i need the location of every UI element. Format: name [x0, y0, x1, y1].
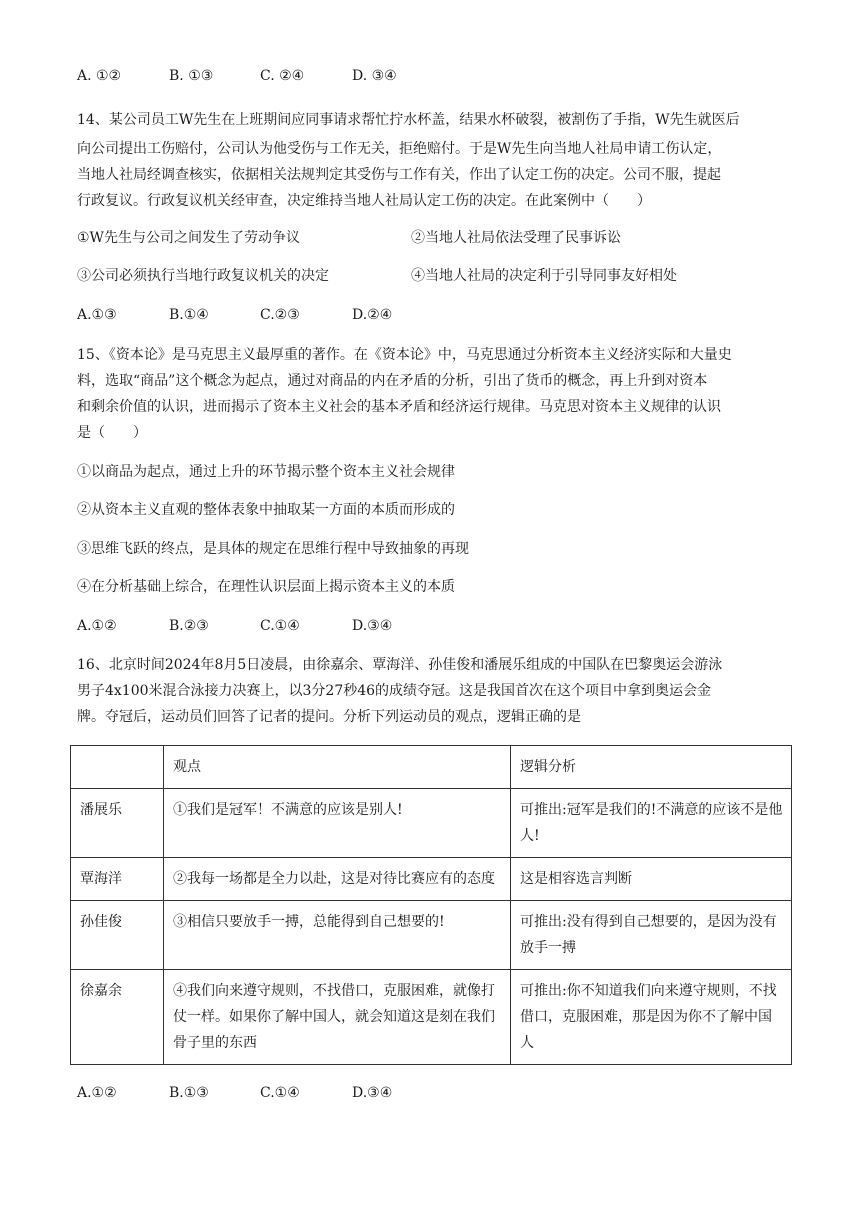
- table-header-row: [71, 746, 792, 789]
- q14-statement-3: ③公司必须执行当地行政复议机关的决定: [77, 268, 329, 284]
- logic-analysis: 可推出:你不知道我们向来遵守规则，不找借口，克服困难，那是因为你不了解中国人: [511, 970, 792, 1065]
- q14-stem-line-3: 当地人社局经调查核实，依据相关法规判定其受伤与工作有关，作出了认定工伤的决定。公司不服，提起: [77, 167, 721, 183]
- athlete-name: 潘展乐: [71, 789, 164, 858]
- table-row: [71, 970, 792, 1065]
- athlete-name: 覃海洋: [71, 858, 164, 901]
- table-row: [71, 901, 792, 970]
- q15-statement-3: ③思维飞跃的终点，是具体的规定在思维行程中导致抽象的再现: [77, 541, 469, 557]
- q16-option-a: A.①②: [77, 1085, 117, 1101]
- q14-stem-line-2: 向公司提出工伤赔付，公司认为他受伤与工作无关，拒绝赔付。于是W先生向当地人社局申请工伤认定，: [77, 141, 722, 157]
- q15-stem-line-1: 15、《资本论》是马克思主义最厚重的著作。在《资本论》中，马克思通过分析资本主义经济实际和大量史: [77, 347, 732, 363]
- q13-options: [77, 66, 397, 86]
- q16-stem-line-1: 16、北京时间2024年8月5日凌晨，由徐嘉余、覃海洋、孙佳俊和潘展乐组成的中国队在巴黎奥运会游泳: [77, 657, 723, 673]
- q15-statement-4: ④在分析基础上综合，在理性认识层面上揭示资本主义的本质: [77, 579, 455, 595]
- q14-option-d: D.②④: [352, 307, 393, 323]
- logic-analysis: 可推出:冠军是我们的!不满意的应该不是他人!: [511, 789, 792, 858]
- header-cell-name: [71, 746, 164, 789]
- q16-option-c: C.①④: [260, 1085, 300, 1101]
- q14-statement-4: ④当地人社局的决定利于引导同事友好相处: [411, 268, 677, 284]
- q15-option-d: D.③④: [352, 618, 393, 634]
- table-row: [71, 789, 792, 858]
- q16-option-b: B.①③: [169, 1085, 209, 1101]
- q14-statement-2: ②当地人社局依法受理了民事诉讼: [411, 230, 621, 246]
- q13-option-d: D. ③④: [352, 68, 397, 84]
- q15-option-b: B.②③: [169, 618, 209, 634]
- q13-option-c: C. ②④: [260, 68, 305, 84]
- athlete-viewpoint: ①我们是冠军！不满意的应该是别人!: [164, 789, 511, 858]
- q14-options: [77, 305, 392, 325]
- q16-stem-line-2: 男子4x100米混合泳接力决赛上，以3分27秒46的成绩夺冠。这是我国首次在这个项目中拿到奥运会金: [77, 683, 712, 699]
- logic-analysis: 可推出:没有得到自己想要的，是因为没有放手一搏: [511, 901, 792, 970]
- q16-option-d: D.③④: [352, 1085, 393, 1101]
- q15-option-a: A.①②: [77, 618, 117, 634]
- q14-option-c: C.②③: [260, 307, 300, 323]
- q15-option-c: C.①④: [260, 618, 300, 634]
- athlete-viewpoint: ②我每一场都是全力以赴，这是对待比赛应有的态度: [164, 858, 511, 901]
- q16-logic-table: [70, 745, 792, 1065]
- table-row: [71, 858, 792, 901]
- q13-option-b: B. ①③: [169, 68, 214, 84]
- q15-options: [77, 616, 392, 636]
- q16-stem-line-3: 牌。夺冠后，运动员们回答了记者的提问。分析下列运动员的观点，逻辑正确的是: [77, 709, 581, 725]
- athlete-viewpoint: ③相信只要放手一搏，总能得到自己想要的!: [164, 901, 511, 970]
- q15-statement-2: ②从资本主义直观的整体表象中抽取某一方面的本质而形成的: [77, 502, 455, 518]
- q16-options: [77, 1083, 392, 1103]
- logic-analysis: 这是相容选言判断: [511, 858, 792, 901]
- header-cell-viewpoint: 观点: [164, 746, 511, 789]
- q14-statement-1: ①W先生与公司之间发生了劳动争议: [77, 230, 300, 246]
- athlete-name: 孙佳俊: [71, 901, 164, 970]
- q14-option-a: A.①③: [77, 307, 117, 323]
- q15-stem-line-2: 料，选取“商品”这个概念为起点，通过对商品的内在矛盾的分析，引出了货币的概念，再上升到对资本: [77, 373, 708, 389]
- athlete-name: 徐嘉余: [71, 970, 164, 1065]
- q15-statement-1: ①以商品为起点，通过上升的环节揭示整个资本主义社会规律: [77, 464, 455, 480]
- q13-option-a: A. ①②: [77, 68, 122, 84]
- q14-stem-line-4: 行政复议。行政复议机关经审查，决定维持当地人社局认定工伤的决定。在此案例中（ ）: [77, 193, 651, 209]
- q14-stem-line-1: 14、某公司员工W先生在上班期间应同事请求帮忙拧水杯盖，结果水杯破裂，被割伤了手指，W先生就医后: [77, 112, 740, 128]
- q15-stem-line-3: 和剩余价值的认识，进而揭示了资本主义社会的基本矛盾和经济运行规律。马克思对资本主义规律的认识: [77, 399, 721, 415]
- athlete-viewpoint: ④我们向来遵守规则，不找借口，克服困难，就像打仗一样。如果你了解中国人，就会知道这是刻在我们骨子里的东西: [164, 970, 511, 1065]
- q14-option-b: B.①④: [169, 307, 209, 323]
- header-cell-analysis: 逻辑分析: [511, 746, 792, 789]
- q15-stem-line-4: 是（ ）: [77, 425, 147, 441]
